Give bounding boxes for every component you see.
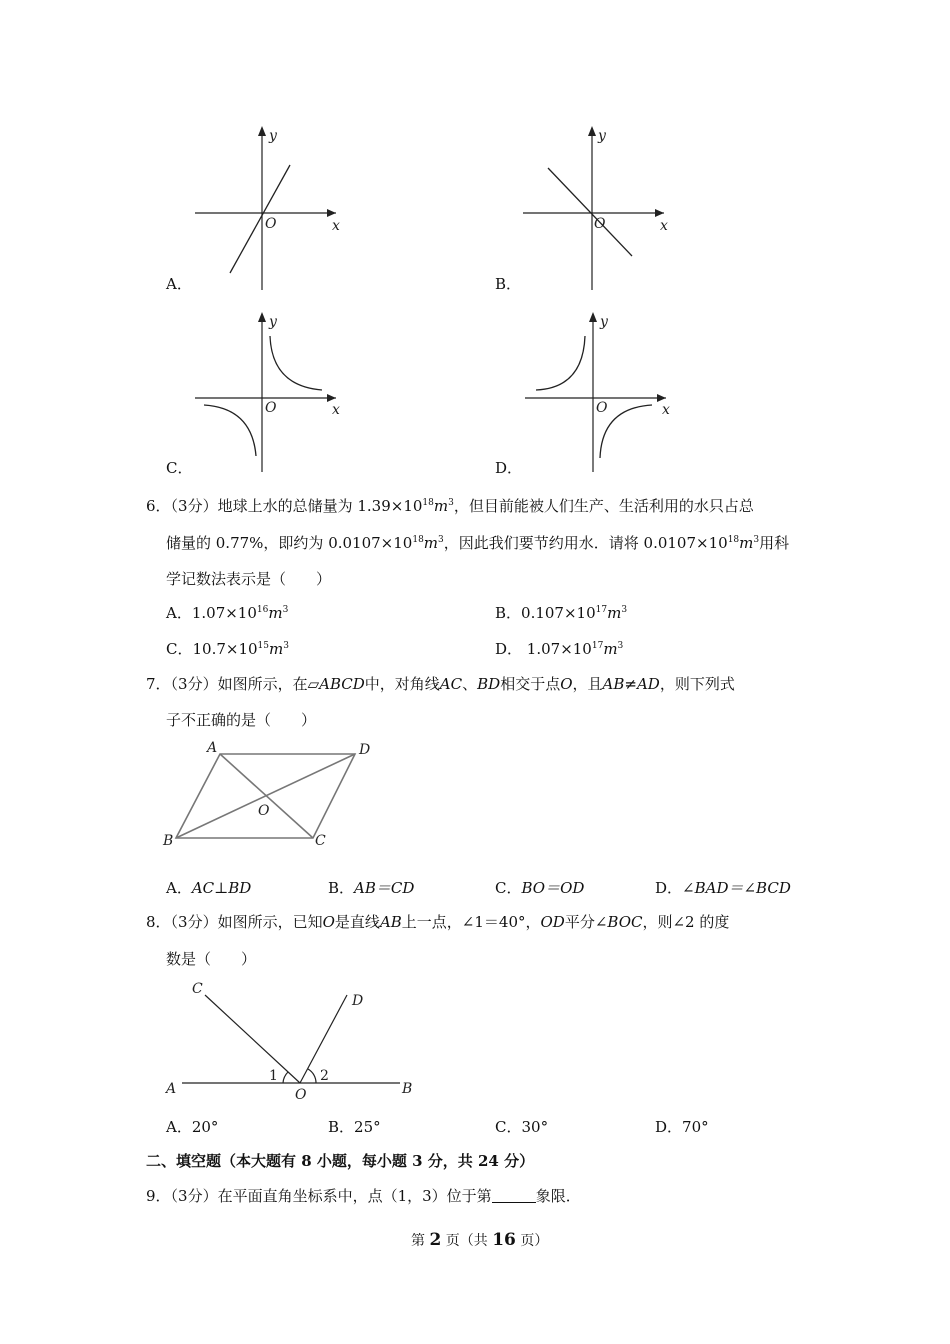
- point-a-label: A: [207, 740, 218, 756]
- q5-option-b-label: B．: [495, 275, 522, 293]
- option-base: 1.07×10: [191, 604, 257, 622]
- point-d-label: D: [352, 993, 364, 1009]
- q8-text: 平分∠: [564, 913, 608, 931]
- q6-number: 6．: [146, 497, 171, 515]
- q8-option-b: [328, 1117, 381, 1137]
- option-base: 1.07×10: [522, 640, 592, 658]
- option-unit: m: [268, 604, 283, 622]
- point-c-label: C: [315, 833, 326, 849]
- point-o-label: O: [295, 1087, 307, 1103]
- q8-text: 是直线: [334, 913, 380, 931]
- option-exp: 15: [257, 641, 269, 651]
- option-label: D．: [655, 879, 683, 897]
- option-unit-exp: 3: [283, 641, 289, 651]
- option-text: AB＝CD: [354, 879, 415, 897]
- footer-text: 页（共: [441, 1233, 493, 1249]
- option-text: 30°: [521, 1118, 549, 1136]
- q6-exp: 18: [412, 535, 424, 545]
- q6-unit: m: [433, 497, 449, 515]
- graph-a-x-label: x: [332, 218, 340, 234]
- graph-b-x-label: x: [660, 218, 668, 234]
- option-text: BO＝OD: [521, 879, 585, 897]
- q6-unit-exp: 3: [438, 535, 444, 545]
- q7-text: 、: [462, 675, 478, 693]
- q9-line: [146, 1186, 581, 1206]
- option-exp: 16: [256, 605, 269, 615]
- q7-var: O: [560, 675, 573, 693]
- q7-number: 7．: [146, 675, 171, 693]
- q6-text: 用科: [759, 534, 790, 552]
- q7-line2: 子不正确的是（ ）: [166, 711, 317, 729]
- q8-var: O: [322, 913, 335, 931]
- option-base: 10.7×10: [192, 640, 258, 658]
- q7-var: ABCD: [319, 675, 365, 693]
- q8-text: 如图所示，已知: [217, 913, 323, 931]
- q6-unit: m: [423, 534, 439, 552]
- q6-exp: 18: [727, 535, 740, 545]
- angle-2-label: 2: [320, 1068, 329, 1084]
- q6-text: 地球上水的总储量为 1.39×10: [217, 497, 423, 515]
- q8-number: 8．: [146, 913, 171, 931]
- option-unit: m: [607, 604, 622, 622]
- graph-d-x-label: x: [662, 402, 670, 418]
- q7-score: （3分）: [170, 675, 218, 693]
- option-label: A．: [166, 879, 192, 897]
- q5-option-c-label: C．: [166, 459, 193, 477]
- q8-option-a: [166, 1117, 218, 1137]
- section-2-title: 二、填空题（本大题有 8 小题，每小题 3 分，共 24 分）: [146, 1152, 535, 1170]
- q8-option-c: [495, 1117, 548, 1137]
- q7-var: AC: [439, 675, 463, 693]
- option-text: AC⊥BD: [191, 879, 252, 897]
- footer-text: 第: [411, 1233, 430, 1249]
- q7-text: ，且: [572, 675, 603, 693]
- point-d-label: D: [359, 742, 371, 758]
- q6-exp: 18: [422, 498, 434, 508]
- q8-line2: 数是（ ）: [166, 950, 257, 968]
- q8-text: 上一点，∠1＝40°，: [401, 913, 541, 931]
- option-label: D．: [655, 1118, 683, 1136]
- q5-option-d-label: D．: [495, 459, 523, 477]
- q8-var: OD: [540, 913, 565, 931]
- page-footer: [411, 1230, 548, 1251]
- q7-var: AB≠AD: [602, 675, 660, 693]
- ray-oc: [205, 995, 300, 1083]
- graph-c-origin: O: [265, 400, 277, 416]
- q6-unit-exp: 3: [448, 498, 454, 508]
- q9-text: 在平面直角坐标系中，点（1，3）位于第: [217, 1187, 492, 1205]
- q9-text: 象限．: [535, 1187, 581, 1205]
- graph-d-origin: O: [596, 400, 608, 416]
- graph-c-y-label: y: [269, 314, 277, 330]
- point-b-label: B: [402, 1081, 413, 1097]
- option-unit: m: [603, 640, 618, 658]
- angle-1-arc: [283, 1072, 288, 1083]
- point-b-label: B: [163, 833, 174, 849]
- graph-b-y-label: y: [598, 128, 606, 144]
- point-o-label: O: [258, 803, 270, 819]
- q6-text: 储量的 0.77%，即约为 0.0107×10: [166, 534, 413, 552]
- q6-text: ，但目前能被人们生产、生活利用的水只占总: [453, 497, 754, 515]
- angle-1-label: 1: [269, 1068, 278, 1084]
- option-unit-exp: 3: [617, 641, 624, 651]
- option-exp: 17: [595, 605, 608, 615]
- point-c-label: C: [192, 981, 203, 997]
- q7-var: BD: [477, 675, 501, 693]
- q8-option-d: [655, 1117, 709, 1137]
- graph-a-origin: O: [265, 216, 277, 232]
- q8-text: ，则∠2 的度: [642, 913, 730, 931]
- q7-text: 中，对角线: [364, 675, 440, 693]
- graph-a-y-label: y: [269, 128, 277, 144]
- option-label: A．: [166, 604, 192, 622]
- option-label: C．: [166, 640, 193, 658]
- q6-unit-exp: 3: [753, 535, 760, 545]
- q6-text: ，因此我们要节约用水．请将 0.0107×10: [443, 534, 728, 552]
- option-unit-exp: 3: [621, 605, 628, 615]
- q6-unit: m: [739, 534, 754, 552]
- angle-2-arc: [308, 1069, 316, 1083]
- q7-text: 相交于点: [500, 675, 561, 693]
- q6-line3: 学记数法表示是（ ）: [166, 570, 332, 588]
- option-text: 70°: [682, 1118, 709, 1136]
- q6-score: （3分）: [170, 497, 218, 515]
- option-label: A．: [166, 1118, 192, 1136]
- q7-text: 如图所示，在▱: [217, 675, 320, 693]
- q8-score: （3分）: [170, 913, 218, 931]
- q7-text: ，则下列式: [659, 675, 735, 693]
- q8-var: AB: [379, 913, 402, 931]
- option-text: 25°: [354, 1118, 381, 1136]
- footer-text: 页）: [515, 1233, 549, 1249]
- option-label: D．: [495, 640, 523, 658]
- option-label: C．: [495, 1118, 522, 1136]
- q9-answer-blank[interactable]: [492, 1188, 536, 1203]
- option-text: ∠BAD＝∠BCD: [682, 879, 791, 897]
- option-label: B．: [495, 604, 522, 622]
- point-a-label: A: [166, 1081, 177, 1097]
- option-text: 20°: [191, 1118, 219, 1136]
- q9-number: 9．: [146, 1187, 171, 1205]
- q9-score: （3分）: [170, 1187, 218, 1205]
- graph-c-x-label: x: [332, 402, 340, 418]
- option-label: C．: [495, 879, 522, 897]
- option-exp: 17: [591, 641, 604, 651]
- option-label: B．: [328, 879, 355, 897]
- option-unit-exp: 3: [282, 605, 289, 615]
- option-unit: m: [269, 640, 284, 658]
- footer-page-number: 2: [429, 1230, 442, 1250]
- option-label: B．: [328, 1118, 355, 1136]
- graph-d-y-label: y: [600, 314, 608, 330]
- q5-option-a-label: A．: [166, 275, 192, 293]
- q8-var: BOC: [607, 913, 643, 931]
- footer-total-pages: 16: [492, 1230, 516, 1250]
- graph-b-origin: O: [594, 216, 606, 232]
- option-base: 0.107×10: [521, 604, 596, 622]
